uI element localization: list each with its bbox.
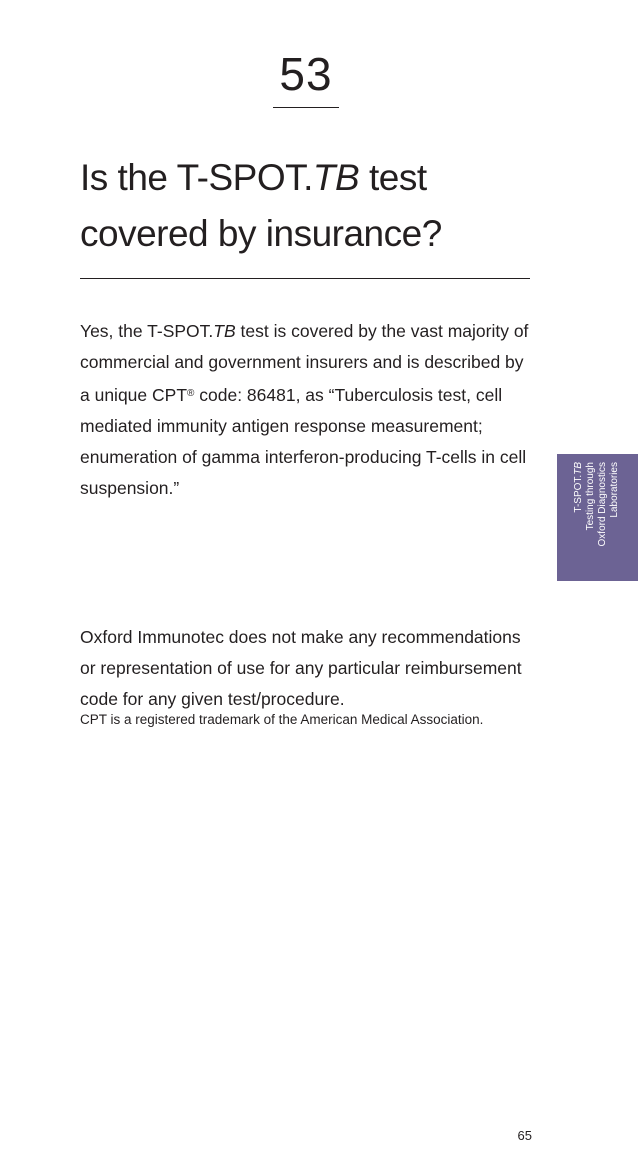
paragraph1-suffix: test is covered by the vast majority of commercial and government insurers and is described by a unique CPT [80,321,529,405]
question-number: 53 [279,48,333,100]
section-side-tab [557,454,638,581]
side-tab-line1 [573,462,585,572]
question-number-rule [273,107,339,108]
page-title [80,150,550,262]
paragraph1-italic: TB [213,321,236,341]
side-tab-label [573,462,621,572]
paragraph-insurance-coverage [80,316,530,504]
title-line2: covered by insurance? [80,213,442,254]
side-tab-line3: Oxford Diagnostics [597,462,608,547]
paragraph1-prefix: Yes, the T-SPOT. [80,321,214,341]
trademark-note: CPT is a registered trademark of the American Medical Association. [80,712,484,727]
registered-mark: ® [187,388,195,399]
paragraph-disclaimer: Oxford Immunotec does not make any recommendations or representation of use for any particular reimbursement code for any given test/procedure. [80,627,522,709]
title-line1-prefix: Is the T-SPOT. [80,157,313,198]
title-rule [80,278,530,279]
title-line1-suffix: test [359,157,427,198]
side-tab-line1-prefix: T-SPOT. [573,474,584,513]
side-tab-line2: Testing through [585,462,596,531]
side-tab-line1-italic: TB [573,462,584,475]
side-tab-line4: Laboratories [609,462,620,518]
paragraph1-part2: code: 86481, as “Tuberculosis test, cell mediated immunity antigen response measurement; enumeration of gamma interferon-producing T-cells in cell suspension.” [80,385,527,498]
page-number: 65 [517,1128,532,1143]
title-line1-italic: TB [312,157,360,198]
